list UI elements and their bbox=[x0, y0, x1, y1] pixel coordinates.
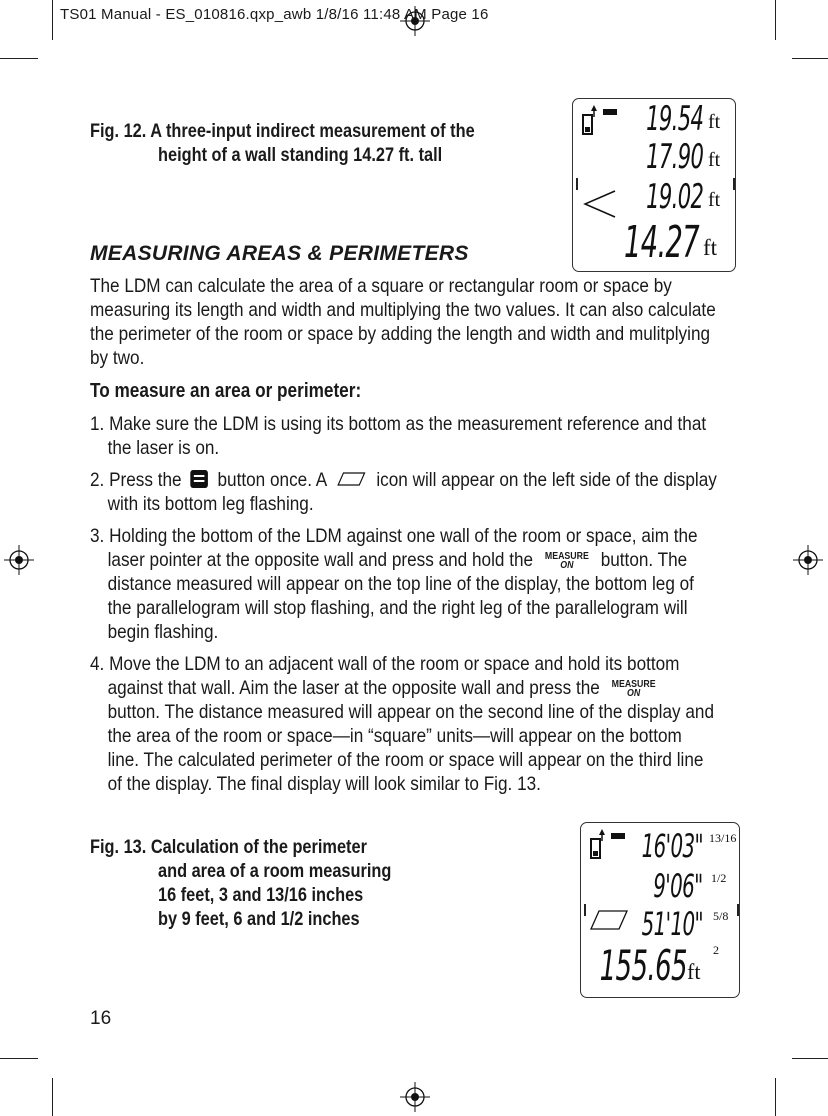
section-heading: MEASURING AREAS & PERIMETERS bbox=[90, 242, 469, 265]
fig13-caption-line2: and area of a room measuring bbox=[158, 861, 392, 882]
step-3-text-a: laser pointer at the opposite wall and press and hold the bbox=[107, 549, 534, 571]
registration-mark-icon bbox=[4, 545, 34, 575]
step-3-line: 3. Holding the bottom of the LDM against one wall of the room or space, aim the bbox=[90, 525, 698, 547]
crop-mark bbox=[0, 1058, 38, 1059]
lcd-divider bbox=[576, 178, 578, 190]
step-3-text-b: button. The bbox=[600, 549, 688, 571]
registration-mark-icon bbox=[400, 1082, 430, 1112]
fig13-lcd-display bbox=[580, 822, 740, 998]
device-reference-icon bbox=[581, 105, 625, 135]
fig12-unit-3: ft bbox=[708, 189, 721, 211]
step-4-line: of the display. The final display will look similar to Fig. 13. bbox=[107, 773, 541, 795]
triangle-mode-icon bbox=[583, 189, 617, 219]
lcd-divider bbox=[737, 904, 739, 916]
intro-line: the perimeter of the room or space by adding the length and width and mulitplying bbox=[90, 323, 711, 345]
intro-line: by two. bbox=[90, 347, 145, 369]
fig13-fraction-1: 13/16 bbox=[709, 831, 737, 845]
fig12-caption-line1: Fig. 12. A three-input indirect measurement of the bbox=[90, 121, 475, 142]
parallelogram-mode-icon bbox=[589, 909, 629, 931]
step-4-text-a: against that wall. Aim the laser at the opposite wall and press the bbox=[107, 677, 600, 699]
registration-mark-icon bbox=[793, 545, 823, 575]
fig12-reading-4: 14.27 bbox=[623, 217, 699, 268]
intro-paragraph bbox=[90, 274, 716, 370]
measure-key-top: MEASURE bbox=[611, 678, 656, 690]
fig12-reading-3: 19.02 bbox=[645, 177, 703, 217]
fig13-fraction-2: 1/2 bbox=[711, 871, 727, 885]
step-2-line-2: with its bottom leg flashing. bbox=[107, 493, 314, 515]
fig13-fraction-3: 5/8 bbox=[713, 909, 729, 923]
fig13-caption-line3: 16 feet, 3 and 13/16 inches bbox=[158, 885, 364, 906]
fig12-unit-4: ft bbox=[703, 235, 718, 260]
area-button-icon bbox=[190, 469, 209, 489]
step-3-line: the parallelogram will stop flashing, and the right leg of the parallelogram will bbox=[107, 597, 688, 619]
intro-line: measuring its length and width and multiplying the two values. It can also calculate bbox=[90, 299, 716, 321]
step-3-line bbox=[90, 548, 698, 572]
crop-mark bbox=[52, 0, 53, 40]
fig13-reading-3: 51'10" bbox=[641, 905, 703, 943]
fig12-reading-2: 17.90 bbox=[645, 137, 703, 177]
fig13-caption-line1: Fig. 13. Calculation of the perimeter bbox=[90, 837, 367, 858]
fig13-reading-4: 155.65 bbox=[599, 941, 687, 990]
measure-key-top: MEASURE bbox=[544, 550, 589, 562]
step-1-line: 1. Make sure the LDM is using its bottom as the measurement reference and that bbox=[90, 413, 707, 435]
step-2-text-c: icon will appear on the left side of the display bbox=[376, 469, 717, 491]
procedure-subheading: To measure an area or perimeter: bbox=[90, 380, 362, 402]
crop-mark bbox=[52, 1078, 53, 1116]
parallelogram-icon bbox=[336, 471, 366, 487]
step-2-line-1 bbox=[90, 468, 717, 492]
fig13-unit-superscript: 2 bbox=[713, 943, 719, 957]
crop-mark bbox=[792, 58, 828, 59]
step-2-text-b: button once. A bbox=[217, 469, 327, 491]
step-3 bbox=[90, 524, 698, 644]
step-2-text-a: 2. Press the bbox=[90, 469, 182, 491]
fig12-lcd-display bbox=[572, 98, 736, 272]
measure-on-button-icon bbox=[545, 552, 589, 570]
step-3-line: begin flashing. bbox=[107, 621, 219, 643]
print-slug: TS01 Manual - ES_010816.qxp_awb 1/8/16 11:48 AM Page 16 bbox=[60, 6, 489, 23]
fig12-unit-1: ft bbox=[708, 111, 721, 133]
crop-mark bbox=[792, 1058, 828, 1059]
fig13-reading-1: 16'03" bbox=[641, 827, 703, 865]
step-4-line: button. The distance measured will appear on the second line of the display and bbox=[107, 701, 715, 723]
measure-key-bottom: ON bbox=[560, 559, 574, 571]
step-4-line: line. The calculated perimeter of the room or space will appear on the third line bbox=[107, 749, 704, 771]
crop-mark bbox=[775, 0, 776, 40]
fig13-reading-2: 9'06" bbox=[653, 867, 703, 905]
step-2 bbox=[90, 468, 717, 516]
lcd-divider bbox=[584, 904, 586, 916]
fig12-caption-line2: height of a wall standing 14.27 ft. tall bbox=[158, 145, 443, 166]
fig13-unit-4: ft bbox=[687, 959, 701, 984]
step-4-line bbox=[90, 676, 714, 700]
crop-mark bbox=[775, 1078, 776, 1116]
step-4-line: the area of the room or space—in “square” units—will appear on the bottom bbox=[107, 725, 682, 747]
step-3-line: distance measured will appear on the top line of the display, the bottom leg of bbox=[107, 573, 694, 595]
step-1-line: the laser is on. bbox=[107, 437, 220, 459]
fig12-reading-1: 19.54 bbox=[645, 99, 703, 139]
intro-line: The LDM can calculate the area of a square or rectangular room or space by bbox=[90, 275, 672, 297]
step-4-line: 4. Move the LDM to an adjacent wall of the room or space and hold its bottom bbox=[90, 653, 680, 675]
device-reference-icon bbox=[589, 829, 633, 859]
fig13-caption-line4: by 9 feet, 6 and 1/2 inches bbox=[158, 909, 360, 930]
crop-mark bbox=[0, 58, 38, 59]
step-1 bbox=[90, 412, 706, 460]
lcd-divider bbox=[733, 178, 735, 190]
step-4 bbox=[90, 652, 714, 796]
page-number: 16 bbox=[90, 1008, 112, 1029]
measure-on-button-icon bbox=[612, 680, 656, 698]
fig12-unit-2: ft bbox=[708, 149, 721, 171]
measure-key-bottom: ON bbox=[627, 687, 641, 699]
